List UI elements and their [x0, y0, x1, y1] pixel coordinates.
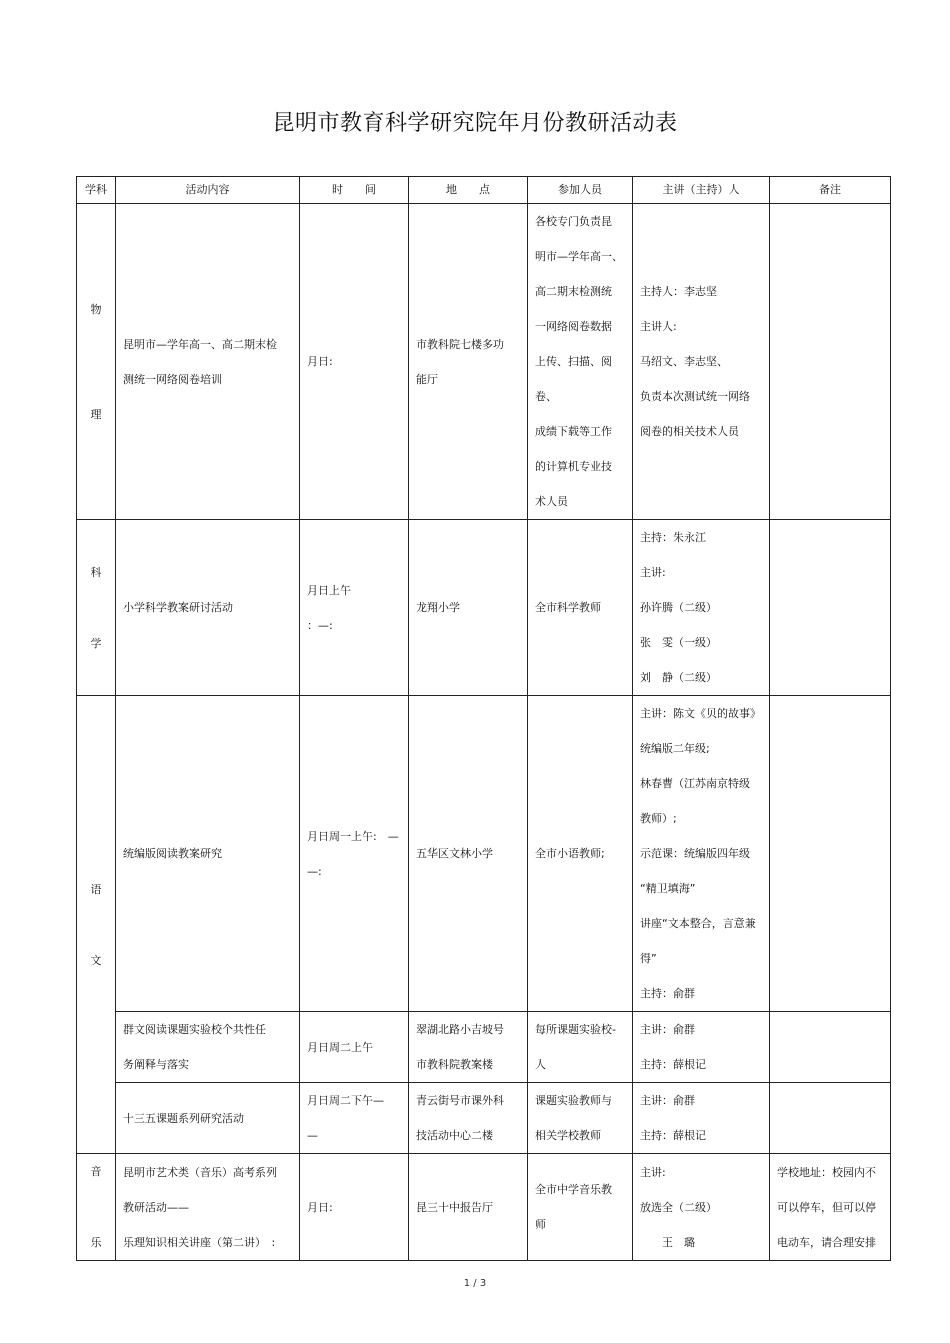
time-line: 月日周一上午: —: [307, 829, 399, 843]
header-place: 地 点: [409, 177, 528, 204]
header-participants: 参加人员: [528, 177, 633, 204]
time-line: —: [307, 1129, 318, 1142]
place-line: 能厅: [416, 372, 438, 386]
content-cell: [116, 1154, 300, 1261]
note-cell: [770, 1154, 891, 1261]
host-line: 孙许腾（二级）: [640, 601, 717, 614]
table-row: [77, 1154, 891, 1261]
participants-line: 明市—学年高一、: [535, 250, 623, 263]
host-line: 主持：薛根记: [640, 1129, 706, 1142]
content-line: 小学科学教案研讨活动: [123, 601, 233, 614]
place-line: 龙翔小学: [416, 601, 460, 614]
host-line: 示范课：统编版四年级: [640, 847, 750, 860]
header-content: 活动内容: [116, 177, 300, 204]
content-cell: [116, 1083, 300, 1154]
participants-line: 全市中学音乐教: [535, 1183, 612, 1196]
participants-line: 术人员: [535, 495, 568, 508]
place-cell: [409, 696, 528, 1012]
host-line: 张 雯（一级）: [640, 636, 717, 649]
time-line: 月日周二下午—: [307, 1094, 384, 1107]
table-row: [77, 1083, 891, 1154]
time-cell: [300, 1154, 409, 1261]
header-subject: 学科: [77, 177, 116, 204]
place-line: 昆三十中报告厅: [416, 1200, 493, 1214]
place-line: 翠湖北路小吉坡号: [416, 1023, 504, 1036]
host-cell: [633, 520, 770, 696]
host-line: 讲座“文本整合，言意兼: [640, 917, 756, 930]
time-line: 月日周二上午: [307, 1040, 373, 1054]
subject-char: 物: [90, 302, 102, 316]
subject-cell: [77, 204, 116, 520]
time-cell: [300, 1012, 409, 1083]
note-cell: [770, 696, 891, 1012]
note-cell: [770, 1012, 891, 1083]
content-line: 务阐释与落实: [123, 1058, 189, 1071]
subject-char: 学: [90, 636, 102, 650]
place-cell: [409, 1083, 528, 1154]
host-line: 主讲：陈文《贝的故事》: [640, 707, 761, 720]
subject-char: 语: [90, 882, 102, 896]
host-line: 主持：薛根记: [640, 1058, 706, 1071]
note-line: 可以停车，但可以停: [777, 1200, 876, 1214]
host-line: 统编版二年级;: [640, 742, 710, 755]
host-cell: [633, 696, 770, 1012]
place-cell: [409, 1154, 528, 1261]
page-number: 1 / 3: [463, 1278, 487, 1289]
host-cell: [633, 1083, 770, 1154]
host-line: 王 璐: [640, 1235, 695, 1249]
table-row: [77, 204, 891, 520]
place-line: 市教科院教案楼: [416, 1058, 493, 1071]
subject-char: 文: [90, 953, 102, 967]
host-line: 刘 静（二级）: [640, 671, 717, 684]
host-line: 主讲:: [640, 566, 666, 579]
subject-cell: [77, 1154, 116, 1261]
host-line: 主讲：俞群: [640, 1023, 695, 1036]
time-line: —:: [307, 864, 322, 878]
host-line: 林春曹（江苏南京特级: [640, 777, 750, 790]
note-line: 学校地址：校园内不: [777, 1165, 876, 1179]
note-cell: [770, 1083, 891, 1154]
place-cell: [409, 1012, 528, 1083]
place-cell: [409, 204, 528, 520]
subject-char: 科: [90, 565, 102, 579]
content-line: 统编版阅读教案研究: [123, 847, 222, 860]
participants-line: 每所课题实验校-: [535, 1023, 616, 1036]
participants-cell: [528, 1012, 633, 1083]
host-line: 马绍文、李志坚、: [640, 355, 728, 368]
host-line: 主持：俞群: [640, 987, 695, 1000]
time-cell: [300, 696, 409, 1012]
place-line: 技活动中心二楼: [416, 1129, 493, 1142]
participants-line: 全市小语教师;: [535, 847, 605, 860]
participants-line: 人: [535, 1058, 546, 1071]
participants-cell: [528, 520, 633, 696]
place-cell: [409, 520, 528, 696]
content-line: 十三五课题系列研究活动: [123, 1111, 244, 1125]
host-cell: [633, 204, 770, 520]
participants-cell: [528, 204, 633, 520]
subject-cell: [77, 520, 116, 696]
subject-char: 理: [90, 407, 102, 421]
participants-line: 全市科学教师: [535, 601, 601, 614]
host-line: 教师）;: [640, 812, 677, 825]
content-line: 群文阅读课题实验校个共性任: [123, 1023, 266, 1036]
note-cell: [770, 520, 891, 696]
activity-table: [76, 176, 891, 1261]
subject-char: 音: [90, 1165, 102, 1178]
host-cell: [633, 1012, 770, 1083]
place-line: 五华区文林小学: [416, 847, 493, 860]
header-time: 时 间: [300, 177, 409, 204]
content-cell: [116, 1012, 300, 1083]
time-line: 月日:: [307, 1200, 333, 1214]
host-line: 主持：朱永江: [640, 531, 706, 544]
participants-line: 各校专门负责昆: [535, 215, 612, 228]
participants-cell: [528, 1154, 633, 1261]
content-line: 测统一网络阅卷培训: [123, 372, 222, 386]
place-line: 市教科院七楼多功: [416, 337, 504, 351]
host-line: 主讲人:: [640, 320, 677, 333]
host-line: “精卫填海”: [640, 882, 696, 895]
content-cell: [116, 204, 300, 520]
time-line: ：—:: [307, 618, 333, 632]
content-line: 教研活动——: [123, 1200, 189, 1214]
host-line: 主讲:: [640, 1165, 666, 1179]
host-line: 得”: [640, 952, 657, 965]
host-line: 阅卷的相关技术人员: [640, 425, 739, 438]
header-note: 备注: [770, 177, 891, 204]
note-cell: [770, 204, 891, 520]
table-row: [77, 1012, 891, 1083]
content-line: 昆明市艺术类（音乐）高考系列: [123, 1165, 277, 1179]
participants-line: 师: [535, 1218, 546, 1231]
subject-char: 乐: [90, 1236, 102, 1249]
table-header-row: [77, 177, 891, 204]
host-cell: [633, 1154, 770, 1261]
participants-line: 课题实验教师与: [535, 1094, 612, 1107]
time-cell: [300, 1083, 409, 1154]
participants-cell: [528, 1083, 633, 1154]
table-row: [77, 520, 891, 696]
table-row: [77, 696, 891, 1012]
time-cell: [300, 204, 409, 520]
host-line: 负责本次测试统一网络: [640, 390, 750, 403]
page-title: 昆明市教育科学研究院年月份教研活动表: [272, 111, 678, 136]
participants-line: 高二期末检测统: [535, 285, 612, 298]
participants-line: 成绩下载等工作: [535, 425, 612, 438]
host-line: 主持人：李志坚: [640, 285, 717, 298]
participants-cell: [528, 696, 633, 1012]
participants-line: 一网络阅卷数据: [535, 320, 612, 333]
subject-cell: [77, 696, 116, 1154]
time-cell: [300, 520, 409, 696]
time-line: 月日上午: [307, 583, 351, 597]
content-cell: [116, 520, 300, 696]
host-line: 主讲：俞群: [640, 1094, 695, 1107]
participants-line: 相关学校教师: [535, 1129, 601, 1142]
time-line: 月日:: [307, 355, 333, 368]
place-line: 青云街号市课外科: [416, 1094, 504, 1107]
content-line: 昆明市—学年高一、高二期末检: [123, 337, 277, 351]
note-line: 电动车，请合理安排: [777, 1235, 876, 1249]
participants-line: 上传、扫描、阅卷、: [535, 355, 612, 403]
header-host: 主讲（主持）人: [633, 177, 770, 204]
host-line: 放选全（二级）: [640, 1200, 717, 1214]
content-line: 乐理知识相关讲座（第二讲） :: [123, 1235, 276, 1249]
participants-line: 的计算机专业技: [535, 460, 612, 473]
content-cell: [116, 696, 300, 1012]
